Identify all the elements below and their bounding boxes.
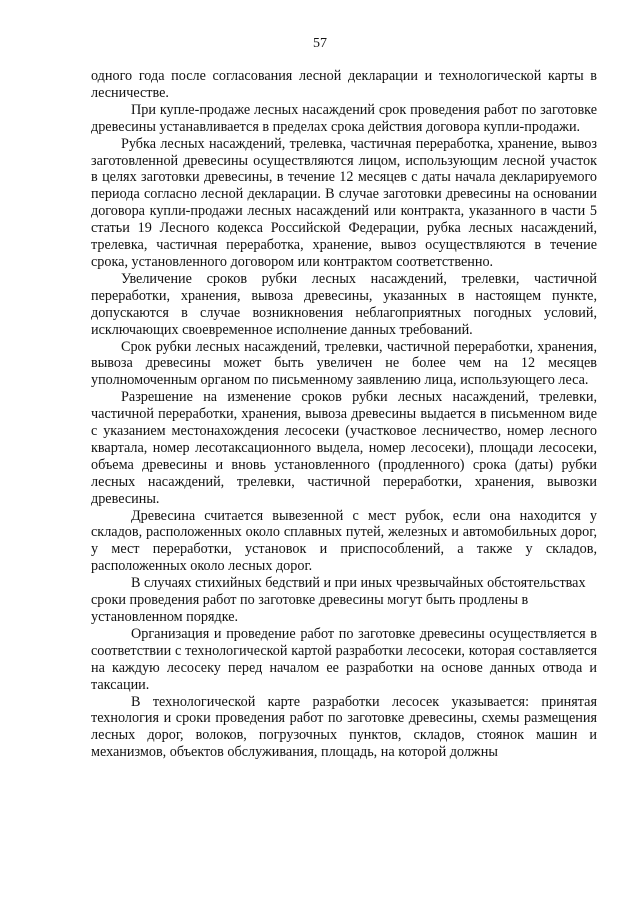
page-number: 57 xyxy=(313,36,327,51)
paragraph-organization: Организация и проведение работ по заготовке древесины осуществляется в соответствии с технологической картой разработки лесосеки, которая составляется на каждую лесосеку перед началом ее разработки на основе данных отвода и таксации. xyxy=(91,625,597,693)
paragraph-extension-limit: Срок рубки лесных насаждений, трелевки, частичной переработки, хранения, вывоза древесины может быть увеличен не более чем на 12 месяцев уполномоченным органом по письменному заявлению лица, использующего леса. xyxy=(91,338,597,389)
paragraph-emergencies: В случаях стихийных бедствий и при иных чрезвычайных обстоятельствах сроки проведения работ по заготовке древесины могут быть продлены в установленном порядке. xyxy=(91,575,586,625)
paragraph-tech-map: В технологической карте разработки лесосек указывается: принятая технология и сроки проведения работ по заготовке древесины, схемы размещения лесных дорог, волоков, погрузочных пунктов, складов, стоянок машин и механизмов, объектов обслуживания, площадь, на которой должны xyxy=(91,693,597,761)
paragraph-term-extension: Увеличение сроков рубки лесных насаждений, трелевки, частичной переработки, хранения, вывоза древесины, указанных в настоящем пункте, допускаются в случае возникновения неблагоприятных погодных условий, исключающих своевременное исполнение данных требований. xyxy=(91,270,597,338)
paragraph-permission: Разрешение на изменение сроков рубки лесных насаждений, трелевки, частичной переработки, хранения, вывоза древесины выдается в письменном виде с указанием местонахождения лесосеки (участковое лесничество, номер лесного квартала, номер лесотаксационного выдела, номер лесосеки), площади лесосеки, объема древесины и вновь установленного (продленного) срока (даты) рубки лесных насаждений, трелевки, частичной переработки, хранения, вывозки древесины. xyxy=(91,389,597,507)
paragraph-removed-wood: Древесина считается вывезенной с мест рубок, если она находится у складов, расположенных около сплавных путей, железных и автомобильных дорог, у мест переработки, установок и приспособлений, а также у складов, расположенных около лесных дорог. xyxy=(91,507,597,575)
paragraph-felling-terms: Рубка лесных насаждений, трелевка, частичная переработка, хранение, вывоз заготовленной древесины осуществляются лицом, использующим лесной участок в целях заготовки древесины, в течение 12 месяцев с даты начала декларируемого периода согласно лесной декларации. В случае заготовки древесины на основании договора купли-продажи лесных насаждений или контракта, указанного в части 5 статьи 19 Лесного кодекса Российской Федерации, рубка лесных насаждений, трелевка, частичная переработка, хранение, вывоз осуществляются в течение срока, установленного договором или контрактом соответственно. xyxy=(91,135,597,270)
paragraph-sale-term: При купле-продаже лесных насаждений срок проведения работ по заготовке древесины устанавливается в пределах срока действия договора купли-продажи. xyxy=(91,101,597,135)
paragraph-continuation: одного года после согласования лесной декларации и технологической карты в лесничестве. xyxy=(91,68,597,101)
document-body xyxy=(91,68,597,761)
